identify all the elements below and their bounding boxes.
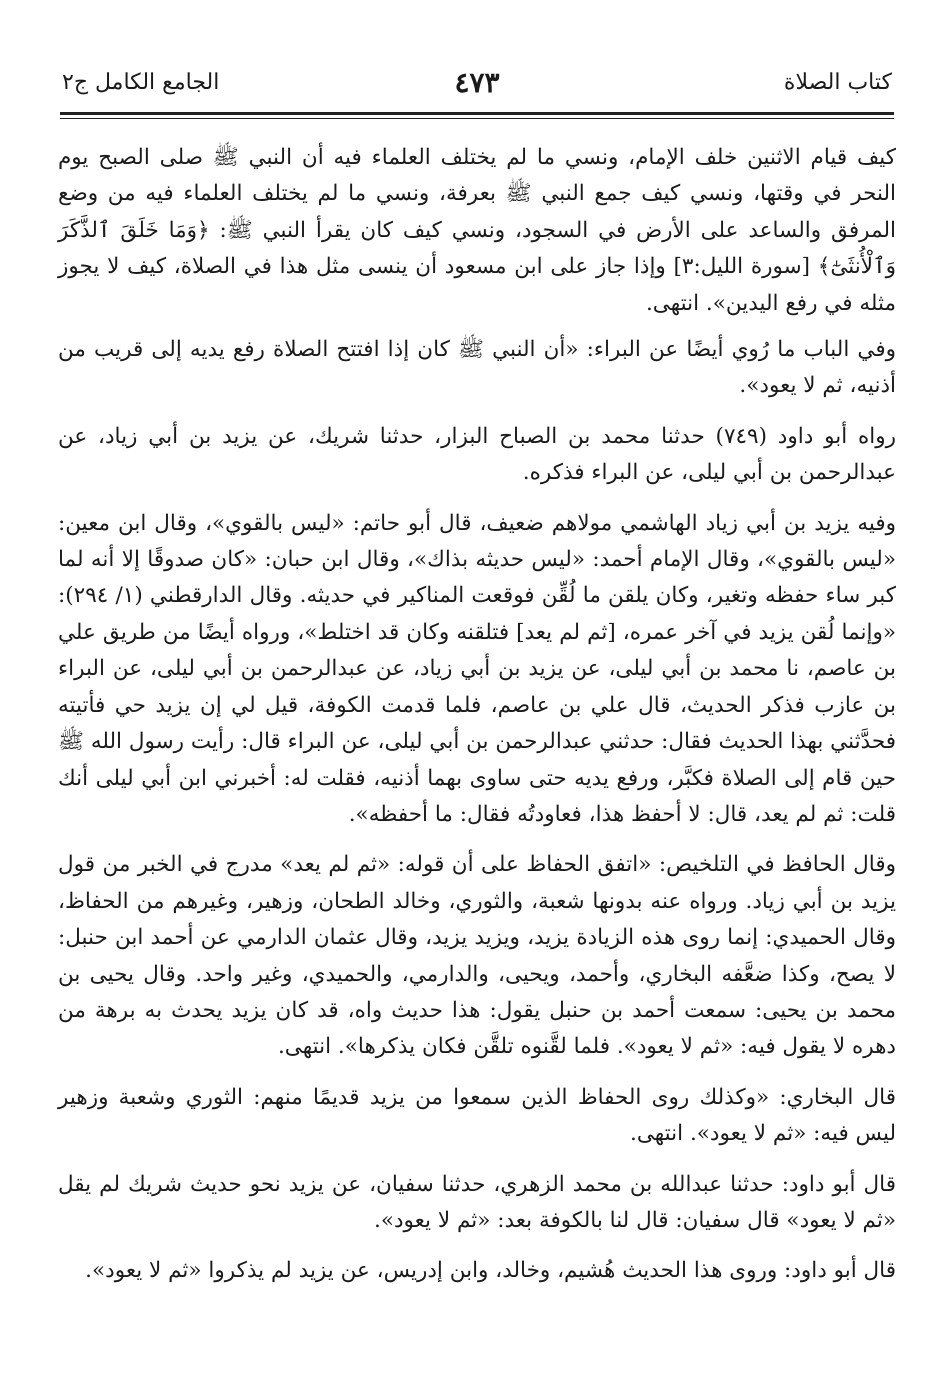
page-body xyxy=(58,140,896,1304)
running-head-title: الجامع الكامل ج٢ xyxy=(62,70,220,95)
page-number: ٤٧٣ xyxy=(454,66,500,99)
paragraph-abu-dawud-hushaym: قال أبو داود: وروى هذا الحديث هُشيم، وخالد، وابن إدريس، عن يزيد لم يذكروا «ثم لا يعود». xyxy=(85,1258,896,1284)
paragraph-ibn-masud-continuation: كيف قيام الاثنين خلف الإمام، ونسي ما لم يختلف العلماء فيه أن النبي ﷺ صلى الصبح يوم النحر في وقتها، ونسي كيف جمع النبي ﷺ بعرفة، ونسي ما لم يختلف العلماء فيه من وضع المرفق والساعد على الأرض في السجود، ونسي كيف كان يقرأ النبي ﷺ: ﴿وَمَا خَلَقَ ٱلذَّكَرَ وَٱلْأُنثَىٰٓ﴾ [سورة الليل:٣] وإذا جاز على ابن مسعود أن ينسى مثل هذا في الصلاة، كيف لا يجوز مثله في رفع اليدين». انتهى. xyxy=(58,145,896,316)
paragraph-bara-hadith: وفي الباب ما رُوي أيضًا عن البراء: «أن النبي ﷺ كان إذا افتتح الصلاة رفع يديه إلى قريب من أذنيه، ثم لا يعود». xyxy=(58,337,896,399)
paragraph-yazid-criticism: وفيه يزيد بن أبي زياد الهاشمي مولاهم ضعيف، قال أبو حاتم: «ليس بالقوي»، وقال ابن معين: «ليس بالقوي»، وقال الإمام أحمد: «ليس حديثه بذاك»، وقال ابن حبان: «كان صدوقًا إلا أنه لما كبر ساء حفظه وتغير، وكان يلقن ما لُقِّن فوقعت المناكير في حديثه. وقال الدارقطني (١/ ٢٩٤): «وإنما لُقن يزيد في آخر عمره، [ثم لم يعد] فتلقنه وكان قد اختلط»، ورواه أيضًا من طريق علي بن عاصم، نا محمد بن أبي ليلى، عن يزيد بن أبي زياد، عن عبدالرحمن بن أبي ليلى، عن البراء بن عازب فذكر الحديث، قال علي بن عاصم، فلما قدمت الكوفة، قيل لي إن يزيد حي فأتيته فحدَّثني بهذا الحديث فقال: حدثني عبدالرحمن بن أبي ليلى، عن البراء قال: رأيت رسول الله ﷺ حين قام إلى الصلاة فكبَّر، ورفع يديه حتى ساوى بهما أذنيه، فقلت له: أخبرني ابن أبي ليلى أنك قلت: ثم لم يعد، قال: لا أحفظ هذا، فعاودتُه فقال: ما أحفظه». xyxy=(58,510,897,827)
page-header xyxy=(62,66,892,106)
header-rule-thin xyxy=(60,118,894,119)
running-head-section: كتاب الصلاة xyxy=(783,70,892,95)
paragraph-abu-dawud-sufyan: قال أبو داود: حدثنا عبدالله بن محمد الزهري، حدثنا سفيان، عن يزيد نحو حديث شريك لم يقل «ثم لا يعود» قال سفيان: قال لنا بالكوفة بعد: «ثم لا يعود». xyxy=(58,1171,896,1233)
header-rule-thick xyxy=(60,112,894,115)
paragraph-abu-dawud-narration: رواه أبو داود (٧٤٩) حدثنا محمد بن الصباح البزار، حدثنا شريك، عن يزيد بن أبي زياد، عن عبدالرحمن بن أبي ليلى، عن البراء فذكره. xyxy=(58,423,897,486)
paragraph-talkhis-quote: وقال الحافظ في التلخيص: «اتفق الحفاظ على أن قوله: «ثم لم يعد» مدرج في الخبر من قول يزيد بن أبي زياد. ورواه عنه بدونها شعبة، والثوري، وخالد الطحان، وزهير، وغيرهم من الحفاظ، وقال الحميدي: إنما روى هذه الزيادة يزيد، ويزيد يزيد، وقال عثمان الدارمي عن أحمد ابن حنبل: لا يصح، وكذا ضعَّفه البخاري، وأحمد، ويحيى، والدارمي، والحميدي، وغير واحد. وقال يحيى بن محمد بن يحيى: سمعت أحمد بن حنبل يقول: هذا حديث واه، قد كان يزيد يحدث به برهة من دهره لا يقول فيه: «ثم لا يعود». فلما لقَّنوه تلقَّن فكان يذكرها». انتهى. xyxy=(58,852,896,1060)
paragraph-bukhari-quote: قال البخاري: «وكذلك روى الحفاظ الذين سمعوا من يزيد قديمًا منهم: الثوري وشعبة وزهير ليس فيه: «ثم لا يعود». انتهى. xyxy=(58,1084,896,1147)
